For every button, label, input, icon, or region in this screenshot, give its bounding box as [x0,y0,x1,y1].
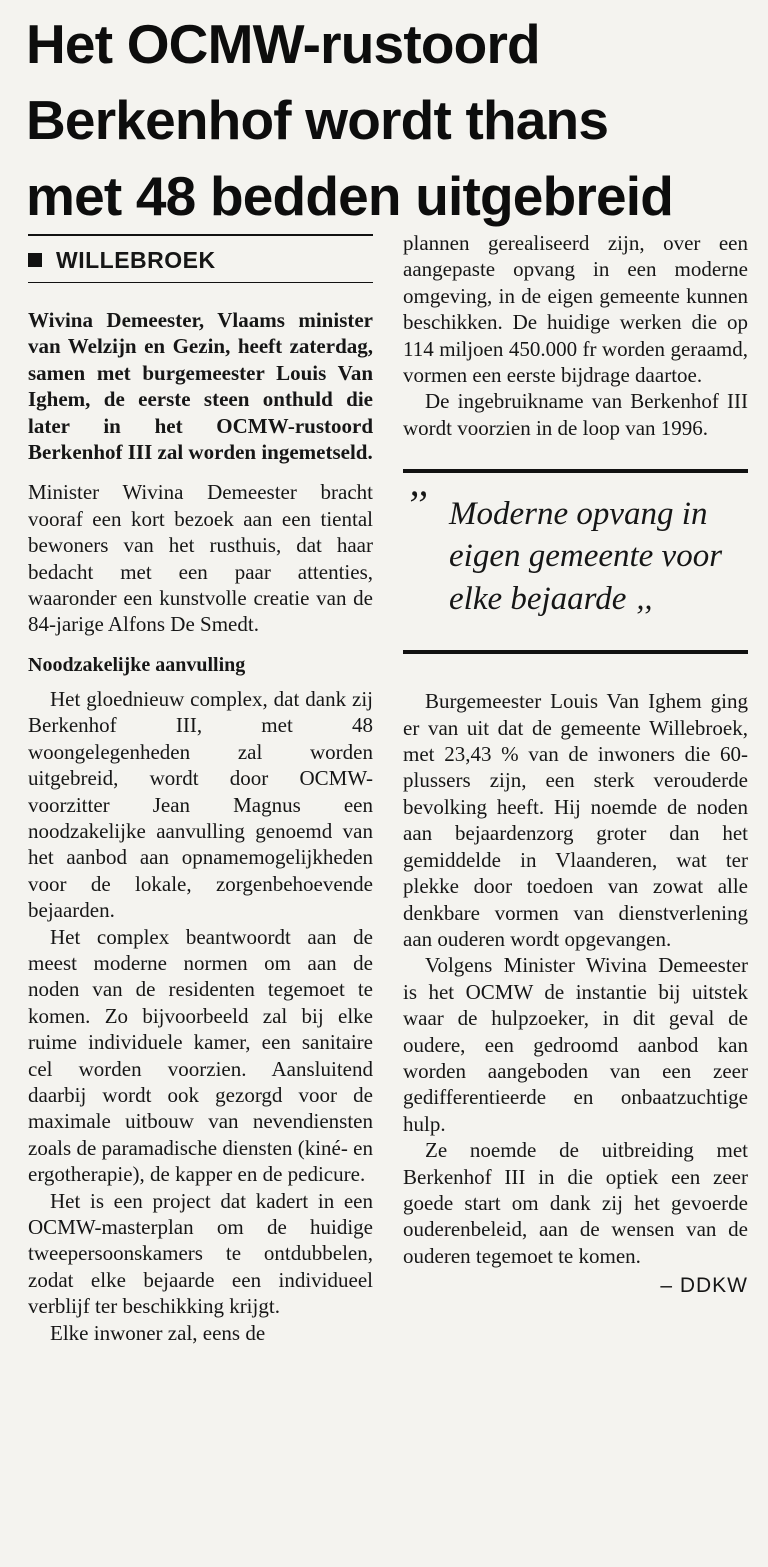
pull-quote-rule-bottom [403,650,748,654]
article-paragraph: De ingebruikname van Berkenhof III wordt voorzien in de loop van 1996. [403,389,748,440]
headline [26,6,761,234]
article-paragraph: Burgemeester Louis Van Ighem ging er van uit dat de gemeente Willebroek, met 23,43 % van de inwoners die 60-plussers zijn, een sterk verouderde bevolking heeft. Hij noemde de noden aan bejaardenzorg groter dan het gemiddelde in Vlaanderen, wat ter plekke door toedoen van zowat alle denkbare vormen van dienstverlening aan ouderen wordt opgevangen. [403,689,748,951]
article-paragraph: Ze noemde de uitbreiding met Berkenhof III in die optiek een zeer goede start om dank zij het gevoerde ouderenbeleid, aan de wensen van de ouderen tegemoet te komen. [403,1138,748,1268]
close-quote-mark: ,, [636,580,653,617]
headline-line-2: Berkenhof wordt thans [26,89,609,151]
square-bullet-icon [28,253,42,267]
article-paragraph: Minister Wivina Demeester bracht vooraf een kort bezoek aan een tiental bewoners van het rusthuis, dat haar bedacht met een paar attenties, waaronder een kunstvolle creatie van de 84-jarige Alfons De Smedt. [28,480,373,637]
kicker-rule-top [28,234,373,236]
pull-quote [403,469,748,654]
lead-paragraph: Wivina Demeester, Vlaams minister van Welzijn en Gezin, heeft zaterdag, samen met burgemeester Louis Van Ighem, de eerste steen onthuld die later in het OCMW-rustoord Berkenhof III zal worden ingemetseld. [28,308,373,465]
kicker-rule-bottom [28,282,373,283]
right-column [403,230,748,1299]
headline-line-1: Het OCMW-rustoord [26,13,540,75]
headline-line-3: met 48 bedden uitgebreid [26,165,674,227]
article-paragraph: Het is een project dat kadert in een OCMW-masterplan om de huidige tweepersoonskamers te ontdubbelen, zodat elke bejaarde een individueel verblijf ter beschikking krijgt. [28,1188,373,1319]
article-paragraph: Volgens Minister Wivina Demeester is het OCMW de instantie bij uitstek waar de hulpzoeker, in dit geval de oudere, een gedroomd aanbod kan worden aangeboden van een zeer gedifferentieerde en onbaatzuchtige hulp. [403,953,748,1136]
left-column [28,230,373,1346]
right-column-text-lower [403,688,748,1269]
byline: – DDKW [660,1274,748,1298]
kicker [28,242,373,278]
pull-quote-words: Moderne opvang in eigen gemeente voor elke bejaarde [449,496,723,618]
article-paragraph: Elke inwoner zal, eens de [50,1320,266,1345]
pull-quote-body [403,473,748,650]
right-column-text [403,230,748,441]
open-quote-mark: ’’ [405,482,428,528]
article-paragraph: plannen gerealiseerd zijn, over een aangepaste opvang in een moderne omgeving, in de eigen gemeente kunnen beschikken. De huidige werken die op 114 miljoen 450.000 fr worden geraamd, vormen een eerste bijdrage daartoe. [403,231,748,388]
article-paragraph: Het gloednieuw complex, dat dank zij Berkenhof III, met 48 woongelegenheden zal worden uitgebreid, wordt door OCMW-voorzitter Jean Magnus een noodzakelijke aanvulling genoemd van het aanbod aan opnamemogelijkheden voor de lokale, zorgenbehoevende bejaarden. [28,686,373,923]
article-paragraph: Het complex beantwoordt aan de meest moderne normen om aan de noden van de residenten tegemoet te komen. Zo bijvoorbeeld zal bij elke ruime individuele kamer, een sanitaire cel worden voorzien. Aansluitend daarbij wordt ook gezorgd voor de maximale uitbouw van nevendiensten zoals de paramadische diensten (kiné- en ergotherapie), de kapper en de pedicure. [28,924,373,1187]
kicker-label: WILLEBROEK [56,246,216,273]
subheading: Noodzakelijke aanvulling [28,653,246,676]
pull-quote-text [449,493,748,620]
left-column-text [28,307,373,1346]
